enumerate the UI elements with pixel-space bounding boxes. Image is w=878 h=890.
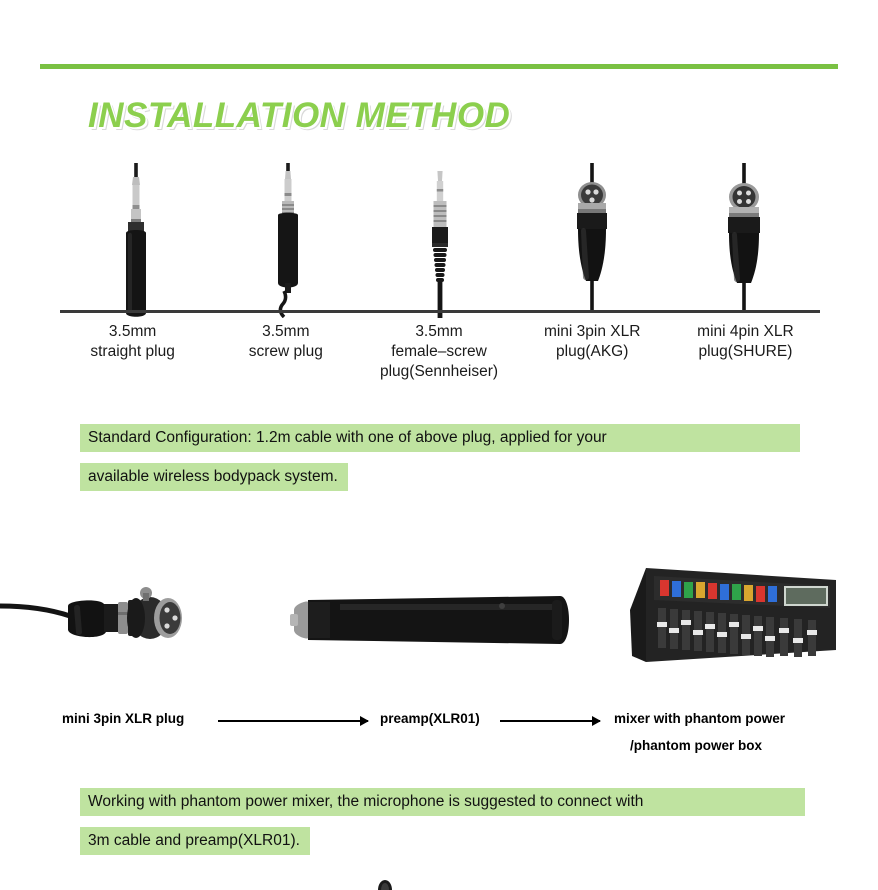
- plug-label-line: straight plug: [90, 343, 175, 360]
- standard-configuration-note: [80, 424, 800, 502]
- plug-label-line: plug(Sennheiser): [379, 363, 499, 380]
- microphone-partial-photo: [370, 876, 400, 890]
- plug-cell-mini-3pin-xlr: [516, 158, 668, 318]
- note-line: Standard Configuration: 1.2m cable with one of above plug, applied for your: [80, 424, 800, 452]
- chain-label-phantom-box: /phantom power box: [630, 738, 763, 753]
- plug-label-line: 3.5mm: [262, 323, 310, 340]
- plug-label-line: female–screw: [391, 343, 487, 360]
- mini-3pin-xlr-plug-icon: [562, 163, 622, 318]
- 3.5mm-straight-plug-icon: [106, 163, 166, 318]
- chain-label-mixer: mixer with phantom power: [614, 711, 786, 726]
- plug-label-mini-4pin: [669, 322, 822, 382]
- plug-label-female-screw: [362, 322, 515, 382]
- plug-label-line: plug(SHURE): [698, 343, 793, 360]
- plug-row-baseline: [60, 310, 820, 313]
- plug-label-straight: [56, 322, 209, 382]
- chain-label-preamp: preamp(XLR01): [380, 711, 480, 726]
- plug-cell-female-screw: [364, 158, 516, 318]
- note-line: Working with phantom power mixer, the microphone is suggested to connect with: [80, 788, 805, 816]
- 3.5mm-screw-plug-icon: [258, 163, 318, 318]
- signal-chain-labels: [0, 700, 878, 770]
- plug-label-line: mini 4pin XLR: [697, 323, 794, 340]
- plug-label-row: [56, 322, 822, 382]
- mini-3pin-xlr-plug-photo: [0, 560, 220, 670]
- plug-cell-mini-4pin-xlr: [668, 158, 820, 318]
- page-title: INSTALLATION METHOD: [88, 96, 511, 135]
- preamp-xlr01-photo: [290, 580, 580, 660]
- plug-label-line: plug(AKG): [556, 343, 629, 360]
- plug-label-screw: [209, 322, 362, 382]
- plug-label-mini-3pin: [516, 322, 669, 382]
- note-line: 3m cable and preamp(XLR01).: [80, 827, 310, 855]
- phantom-power-note: [80, 788, 805, 866]
- mixer-with-phantom-power-photo: [630, 558, 845, 673]
- signal-chain-images: [0, 540, 878, 680]
- top-divider: [40, 64, 838, 69]
- chain-arrow-1-icon: [218, 720, 368, 722]
- chain-label-xlr-plug: mini 3pin XLR plug: [62, 711, 185, 726]
- plug-label-line: mini 3pin XLR: [543, 323, 641, 340]
- plug-cell-straight: [60, 158, 212, 318]
- plug-image-row: [60, 158, 820, 318]
- chain-arrow-2-icon: [500, 720, 600, 722]
- note-line: available wireless bodypack system.: [80, 463, 348, 491]
- plug-cell-screw: [212, 158, 364, 318]
- plug-label-line: screw plug: [248, 343, 323, 360]
- mini-4pin-xlr-plug-icon: [714, 163, 774, 318]
- plug-label-line: 3.5mm: [415, 323, 463, 340]
- plug-label-line: 3.5mm: [108, 323, 157, 340]
- 3.5mm-female-screw-plug-icon: [410, 163, 470, 318]
